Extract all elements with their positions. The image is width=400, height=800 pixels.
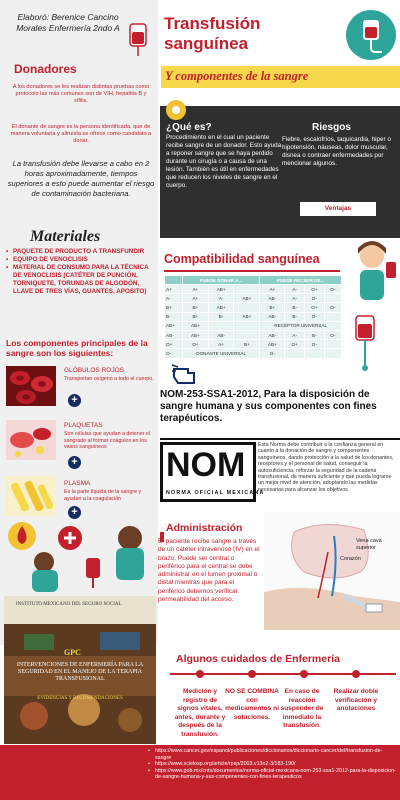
catheter-diagram (264, 512, 400, 630)
transfusion-badge-icon (346, 10, 396, 60)
nurse-icon (346, 236, 398, 306)
expand-plus-button[interactable]: + (68, 394, 81, 407)
donors-text-3: La transfusión debe llevarse a cabo en 2 horas aproximadamente, tiempos superiores a esto puede aumentar el riesgo de contaminación bacteriana. (7, 159, 155, 198)
materials-item: • EQUIPO DE VENOCLISIS (6, 256, 156, 264)
component-description: Son células que ayudan a detener el sangrado al formar coágulos en los vasos sanguíneos (64, 431, 150, 450)
donors-text-2: El donante de sangre es la persona identificada, que de manera voluntaria y altruista se ofrece como candidato a donar. (10, 124, 152, 144)
materials-item: • MATERIAL DE CONSUMO PARA LA TÉCNICA DE VENOCLISIS (CATÉTER DE PUNCIÓN, TORNIQUETE, TORUNDAS DE ALGODÓN, LLAVE DE TRES VÍAS, GUANTES, APOSITO) (6, 264, 156, 296)
compatibility-table (164, 275, 342, 359)
diagram-label-vena-cava: Vena cava superior (356, 538, 382, 551)
donors-heading: Donadores (14, 62, 77, 76)
materials-item: • PAQUETE DE PRODUCTO A TRANSFUNDIR (6, 248, 156, 256)
reference-link[interactable]: • https://www.scielosp.org/article/rpsp/2003.v13n2-3/183-190/ (148, 761, 398, 768)
table-row: B+ B+ AB+ B+ B- O+ O- (165, 303, 342, 312)
materials-list (6, 248, 156, 296)
nom-divider (160, 438, 400, 440)
table-header: PUEDE RECIBIR DE... (260, 276, 342, 285)
table-row: B- B+ B- AB+ AB- B- O- (165, 312, 342, 321)
gear-icon (164, 98, 188, 122)
blood-donation-illustration (4, 514, 156, 592)
reference-link[interactable]: • https://www.gob.mx/cnts/documentos/norma-oficial-mexicana-nom-253-ssa1-2012-para-la-disposicion-de-sangre-humana-y-sus-componentes-con-fines-terapeuticos (148, 768, 398, 781)
compatibility-heading: Compatibilidad sanguínea (164, 252, 320, 266)
component-name: PLAQUETAS (64, 422, 103, 429)
timeline-dot (248, 670, 256, 678)
timeline-dot (352, 670, 360, 678)
component-name: GLÓBULOS ROJOS (64, 367, 124, 374)
nom-heading: NOM-253-SSA1-2012, Para la disposición de sangre humana y sus componentes con fines terapéuticos. (160, 389, 377, 424)
risks-text: Fiebre, escalofríos, taquicardia, hiper o hipotensión, náuseas, dolor muscular, disnea o contraer enfermedades por mencionar algunos. (282, 136, 391, 167)
book-footer: EVIDENCIAS Y RECOMENDACIONES (37, 696, 123, 701)
blood-bag-icon (127, 22, 149, 58)
book-title: INTERVENCIONES DE ENFERMERÍA PARA LA SEGURIDAD EN EL MANEJO DE LA TERAPIA TRANSFUSIONAL (16, 662, 144, 682)
timeline-dot (300, 670, 308, 678)
component-name: PLASMA (64, 480, 91, 487)
materials-heading: Materiales (30, 228, 101, 245)
table-row: O+ O+ A+ B+ AB+ O+ O- (165, 340, 342, 349)
care-heading: Algunos cuidados de Enfermería (176, 653, 340, 665)
table-row: O- DONANTE UNIVERSAL O- (165, 349, 342, 358)
diagram-label-heart: Corazón (340, 556, 361, 562)
plasma-image (6, 476, 56, 516)
table-header: PUEDE DONAR A... (183, 276, 260, 285)
components-heading: Los componentes principales de la sangre son los siguientes: (6, 338, 148, 358)
care-item: Medición y registro de signos vitales, antes, durante y después de la transfusión. (174, 688, 226, 738)
care-item: En caso de reacción suspender de inmediato la transfusión. (280, 688, 324, 729)
timeline-dot (196, 670, 204, 678)
table-row: AB- AB+ AB- AB- A- B- O- (165, 330, 342, 339)
table-row: AB+ AB+ RECEPTOR UNIVERSAL (165, 321, 342, 330)
references-footer (0, 745, 400, 800)
author-credit: Elaboró: Berenice Cancino Morales Enfermería 2ndo A (16, 12, 120, 33)
reference-link[interactable]: • https://www.cancer.gov/espanol/publicaciones/diccionarios/diccionario-cancer/def/transfusion-de-sangre (148, 748, 398, 761)
iv-drip-icon (350, 312, 380, 372)
care-item: NO SE COMBINA con medicamentos ni soluciones. (225, 688, 279, 721)
admin-text: El paciente recibe sangre a través de un catéter intravenoso (IV) en el brazo. Puede ser central o periférico para el central se debe administrar en el lumen proximal o distal mientras que para el periférico debemos verificar permeabilidad del acceso. (158, 538, 260, 604)
donors-text-1: A los donadores se les realizan distintas pruebas como protocolo las más comunes son de VIH, hepatitis B y sífilis. (12, 84, 150, 104)
nursing-guide-cover (4, 596, 156, 744)
what-is-heading: ¿Qué es? (166, 122, 212, 133)
expand-plus-button[interactable]: + (68, 506, 81, 519)
pointer-hand-icon (170, 363, 196, 387)
component-description: Es la parte líquida de la sangre y ayudan a la coagulación (64, 489, 142, 502)
nom-text: Esta Norma debe contribuir a la confianza general en cuanto a la donación de sangre y componentes sanguíneos, dando protección a la salud de los donantes, receptores y el personal de salud, conseguir la autosuficiencia, reforzar la seguridad de la cadena transfusional, de manera suficiente y que pueda lograrse un mejor nivel de atención, adoptando las medidas necesarias para alcanzar los objetivos. (258, 442, 394, 493)
admin-heading: Administración (166, 522, 243, 534)
red-blood-cells-image (6, 366, 56, 406)
book-institution: INSTITUTO MEXICANO DEL SEGURO SOCIAL (16, 602, 122, 607)
compatibility-divider (164, 270, 340, 272)
advantages-button[interactable]: Ventajas (300, 202, 376, 216)
page-subtitle: Y componentes de la sangre (165, 69, 309, 83)
component-description: Transportan oxígeno a todo el cuerpo. (64, 376, 154, 382)
what-is-text: Procedimiento en el cual un paciente recibe sangre de un donador. Esto ayuda a reponer sangre que se haya perdido durante un cirugía o a causa de una lesión. También es útil en enfermedades que reducen los niveles de sangre en el cuerpo. (166, 134, 282, 189)
platelets-image (6, 420, 56, 460)
care-item: Realizar doble verificación y anotaciones (333, 688, 379, 712)
nom-logo-caption: NORMA OFICIAL MEXICANA (166, 490, 265, 496)
risks-heading: Riesgos (312, 122, 351, 133)
nom-logo-text: NOM (166, 446, 246, 484)
page-title: Transfusión sanguínea (164, 14, 261, 53)
book-badge: GPC (64, 648, 81, 657)
expand-plus-button[interactable]: + (68, 456, 81, 469)
table-row: A+ A+ AB+ A+ A- O+ O- (165, 285, 342, 294)
table-row: A- A+ A- AB+ AB- A- O- (165, 294, 342, 303)
